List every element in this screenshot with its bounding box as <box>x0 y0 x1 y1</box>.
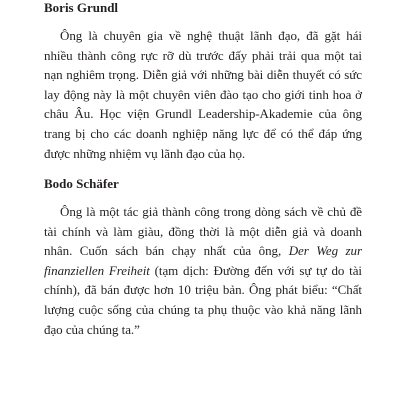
author-bio-boris-grundl <box>44 0 362 163</box>
author-name: Bodo Schäfer <box>44 176 119 191</box>
book-title: Der Weg zur finanziellen Freiheit <box>44 243 362 278</box>
author-bio-paragraph: Ông là chuyên gia về nghệ thuật lãnh đạo, đã gặt hái nhiều thành công rực rỡ dù trước đấy phải trải qua một tai nạn nghiêm trọng. Diễn giả với những bài diễn thuyết có sức lay động này là một chuyên viên đào tạo cho giới tinh hoa ở châu Âu. Học viện Grundl Leadership-Akademie của ông trang bị cho các doanh nghiệp năng lực để có thể đáp ứng được những nhiệm vụ lãnh đạo của họ. <box>44 28 362 161</box>
paragraph-text-after-title: (tạm dịch: Đường đến với sự tự do tài chính), đã bán được hơn 10 triệu bản. Ông phát biểu: “Chất lượng cuộc sống của chúng ta phụ thuộc vào khả năng lãnh đạo của chúng ta.” <box>44 262 362 337</box>
paragraph-text-before-title: Ông là một tác giả thành công trong dòng sách về chủ đề tài chính và làm giàu, đồng thời là một diễn giả và doanh nhân. Cuốn sách bán chạy nhất của ông, <box>44 204 362 259</box>
author-bio-bodo-schafer <box>44 176 362 339</box>
author-bio-paragraph <box>44 202 362 339</box>
author-name: Boris Grundl <box>44 0 119 15</box>
